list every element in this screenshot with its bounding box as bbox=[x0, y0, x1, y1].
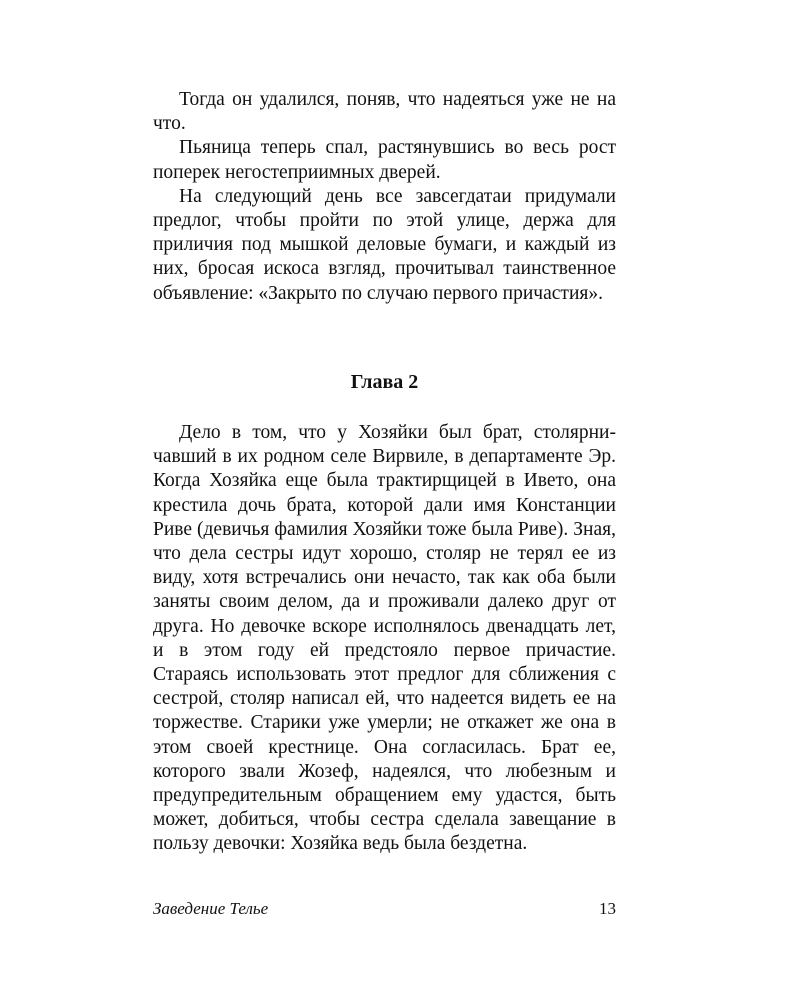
previous-chapter-ending bbox=[153, 88, 616, 306]
chapter-body bbox=[153, 421, 616, 857]
page-footer bbox=[153, 897, 616, 921]
paragraph: Дело в том, что у Хозяйки был брат, столярничавший в их родном селе Вирвиле, в департаменте Эр. Когда Хозяйка еще была трактирщицей в Ивето, она крестила дочь брата, которой дали имя Констанции Риве (девичья фамилия Хозяйки тоже была Риве). Зная, что дела сестры идут хорошо, столяр не терял ее из виду, хотя встречались они нечасто, так как оба были заняты своим делом, да и проживали далеко друг от друга. Но девочке вскоре исполнялось двенадцать лет, и в этом году ей предстояло первое причастие. Стараясь использовать этот предлог для сближения с сестрой, столяр написал ей, что надеется видеть ее на торжестве. Старики уже умерли; не откажет же она в этом своей крестнице. Она согласилась. Брат ее, которого звали Жозеф, надеялся, что любезным и предупредительным обращением ему удастся, быть может, добиться, чтобы сестра сделала завещание в пользу девочки: Хозяйка ведь была бездетна. bbox=[153, 422, 616, 855]
running-footer-title: Заведение Телье bbox=[153, 899, 269, 918]
paragraph: На следующий день все завсегдатаи придумали предлог, чтобы пройти по этой улице, держа для приличия под мышкой деловые бумаги, и каждый из них, бросая искоса взгляд, прочитывал таинственное объявление: «Закрыто по случаю первого причастия». bbox=[153, 185, 616, 304]
page-number: 13 bbox=[599, 899, 616, 918]
paragraph: Пьяница теперь спал, растянувшись во весь рост поперек негостеприимных дверей. bbox=[153, 137, 616, 183]
chapter-title: Глава 2 bbox=[350, 371, 419, 393]
paragraph: Тогда он удалился, поняв, что надеяться уже не на что. bbox=[153, 89, 616, 135]
